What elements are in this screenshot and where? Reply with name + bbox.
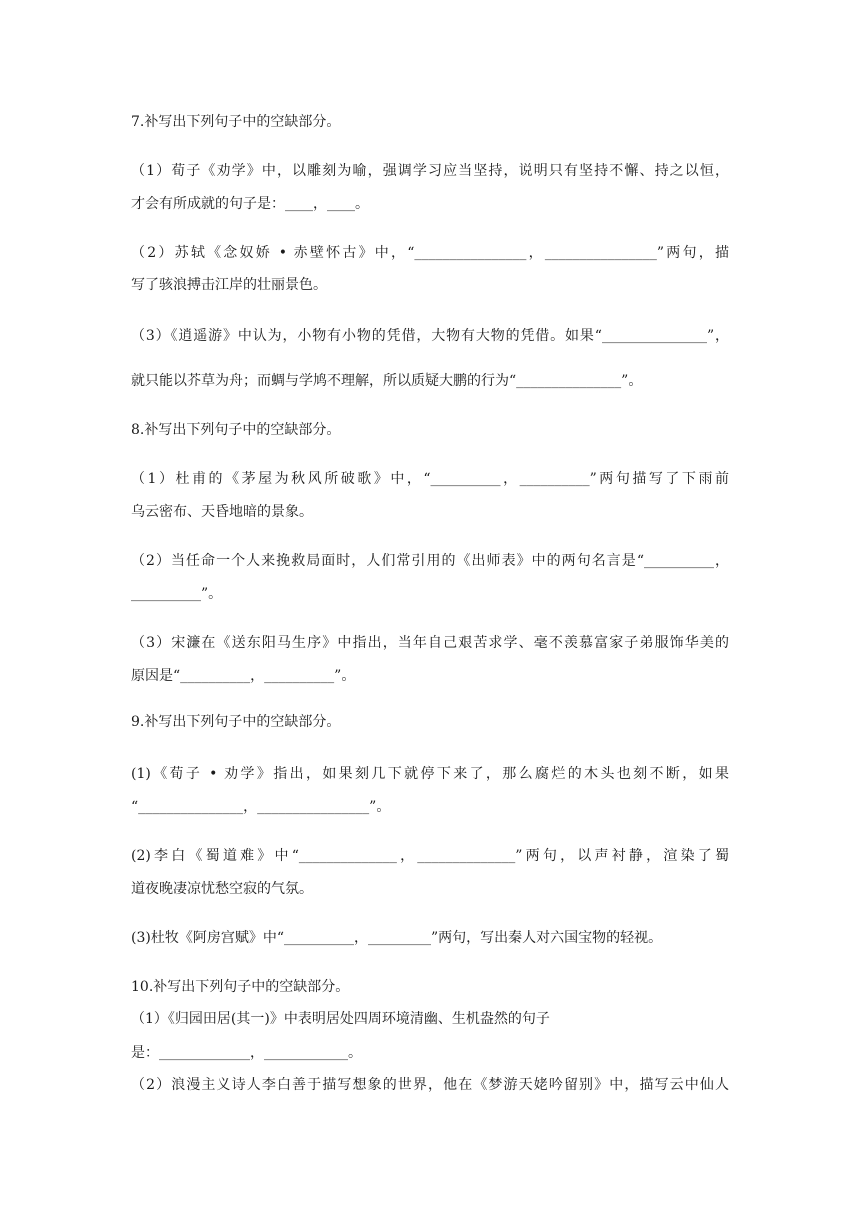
q8-2-line1: （2）当任命一个人来挽救局面时，人们常引用的《出师表》中的两句名言是“__________， <box>131 553 729 569</box>
q9-1-line2: “_______________，________________”。 <box>131 799 391 815</box>
q10-1-line1: （1）《归园田居(其一)》中表明居处四周环境清幽、生机盎然的句子 <box>131 1011 550 1027</box>
q10-2-line1: （2）浪漫主义诗人李白善于描写想象的世界，他在《梦游天姥吟留别》中，描写云中仙人 <box>131 1077 729 1093</box>
q8-heading: 8.补写出下列句子中的空缺部分。 <box>131 422 341 438</box>
q7-3-line2: 就只能以芥草为舟；而蜩与学鸠不理解，所以质疑大鹏的行为“_______________”。 <box>131 373 643 389</box>
q7-1-line1: （1）荀子《劝学》中，以雕刻为喻，强调学习应当坚持，说明只有坚持不懈、持之以恒， <box>131 163 729 179</box>
q8-3-line2: 原因是“__________，__________”。 <box>131 668 356 684</box>
q10-heading: 10.补写出下列句子中的空缺部分。 <box>131 979 350 995</box>
q9-2-line2: 道夜晚凄凉忧愁空寂的气氛。 <box>131 881 313 897</box>
q7-heading: 7.补写出下列句子中的空缺部分。 <box>131 114 341 130</box>
q8-1-line1: （1）杜甫的《茅屋为秋风所破歌》中，“__________，__________”两句描写了下雨前 <box>131 471 729 487</box>
q8-3-line1: （3）宋濂在《送东阳马生序》中指出，当年自己艰苦求学、毫不羡慕富家子弟服饰华美的 <box>131 635 729 651</box>
q10-1-line2: 是：_____________，____________。 <box>131 1045 362 1061</box>
q9-1-line1: (1)《荀子 • 劝学》指出，如果刻几下就停下来了，那么腐烂的木头也刻不断，如果 <box>131 766 729 782</box>
q7-1-line2: 才会有所成就的句子是：____，____。 <box>131 196 369 212</box>
q8-2-line2: __________”。 <box>131 586 223 602</box>
q7-3-line1: （3）《逍遥游》中认为，小物有小物的凭借，大物有大物的凭借。如果“_______________”， <box>131 328 729 344</box>
q7-2-line1: （2）苏轼《念奴娇 • 赤壁怀古》中，“________________，________________”两句，描 <box>131 245 729 261</box>
q8-1-line2: 乌云密布、天昏地暗的景象。 <box>131 504 313 520</box>
q9-heading: 9.补写出下列句子中的空缺部分。 <box>131 714 341 730</box>
q9-3-line1: (3)杜牧《阿房宫赋》中“__________，_________”两句，写出秦人对六国宝物的轻视。 <box>131 930 663 946</box>
q7-2-line2: 写了骇浪搏击江岸的壮丽景色。 <box>131 277 327 293</box>
q9-2-line1: (2)李白《蜀道难》中“______________，______________”两句，以声衬静，渲染了蜀 <box>131 848 729 864</box>
